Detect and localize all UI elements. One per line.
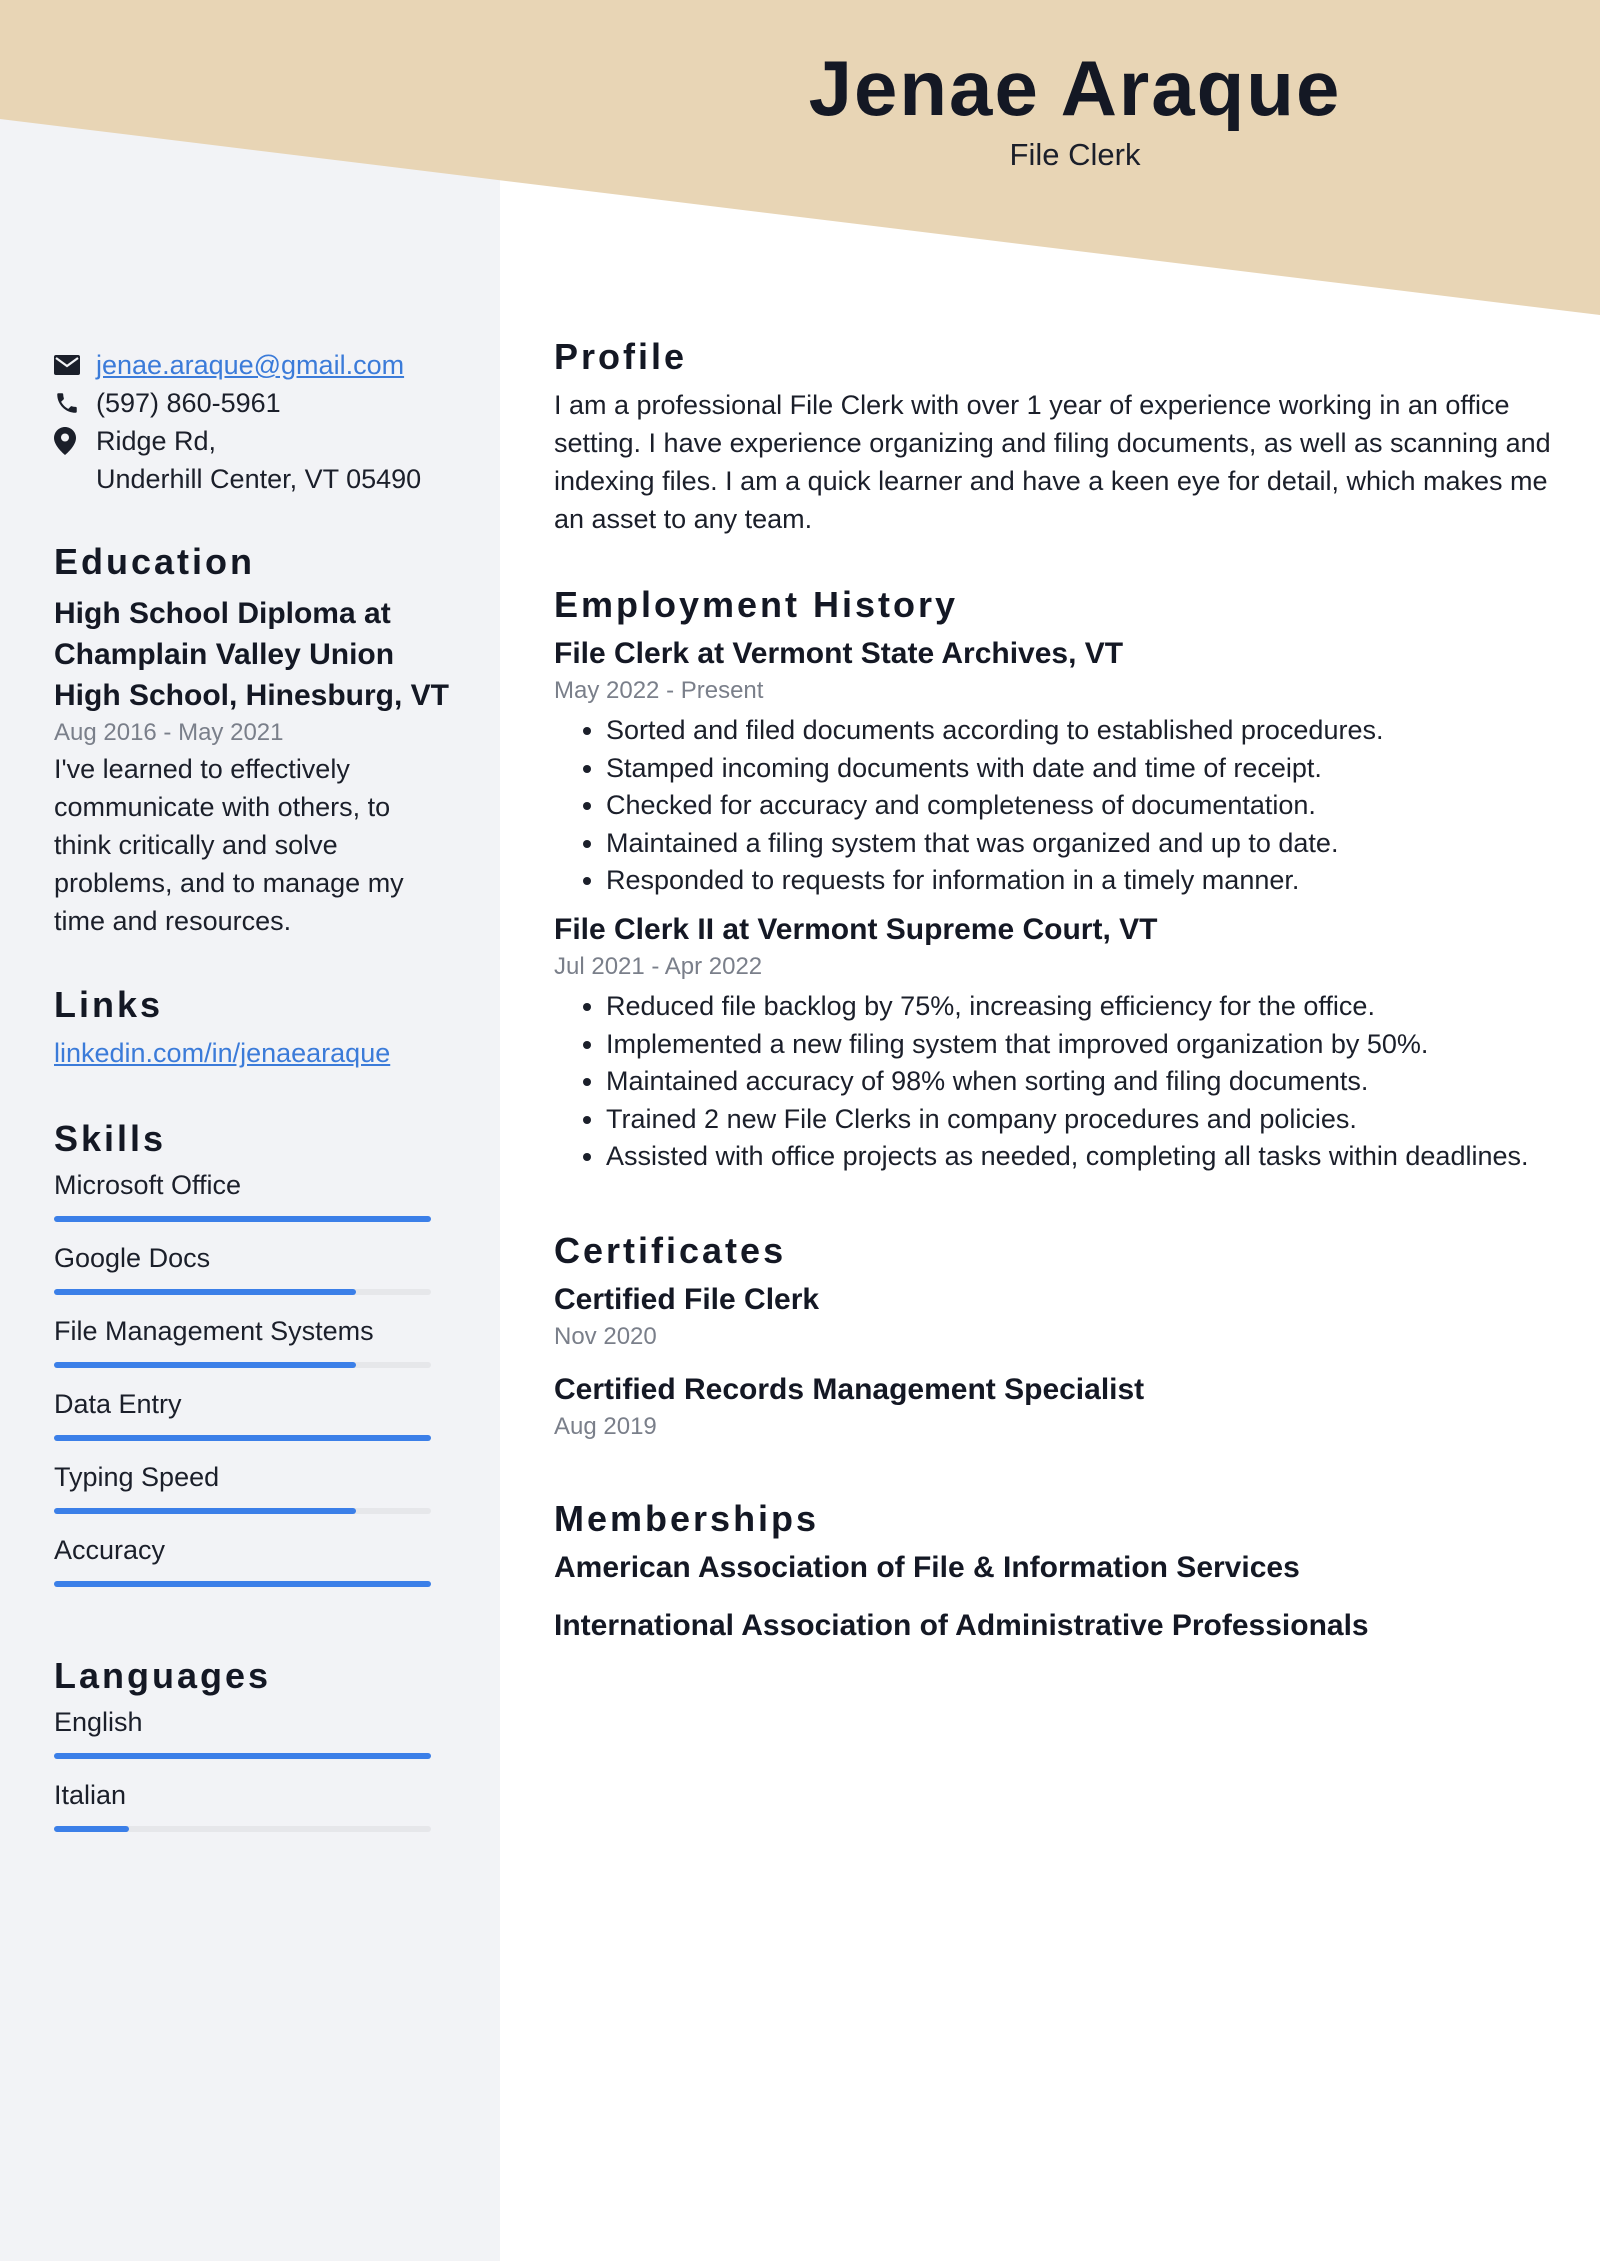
job-bullet: • Maintained a filing system that was organized and up to date. <box>606 825 1554 863</box>
language-item <box>54 1703 454 1759</box>
membership-item: American Association of File & Information Services <box>554 1550 1300 1584</box>
education-degree: High School Diploma at Champlain Valley Union High School, Hinesburg, VT <box>54 597 450 712</box>
contact-phone <box>54 384 454 422</box>
skill-label: File Management Systems <box>54 1316 374 1346</box>
skill-label: Accuracy <box>54 1535 166 1565</box>
memberships-heading: Memberships <box>554 1497 820 1539</box>
main-column <box>554 334 1554 1646</box>
language-item <box>54 1776 454 1832</box>
email-link[interactable]: jenae.araque@gmail.com <box>96 350 405 380</box>
skill-bar <box>54 1216 431 1222</box>
skill-bar-fill <box>54 1289 356 1295</box>
job-title: File Clerk at Vermont State Archives, VT <box>554 637 1124 670</box>
links-heading: Links <box>54 984 164 1025</box>
skill-bar <box>54 1435 431 1441</box>
job-entry <box>554 910 1554 1176</box>
links-section <box>54 982 454 1072</box>
skill-item <box>54 1531 454 1587</box>
job-bullets <box>554 712 1554 900</box>
skill-bar-fill <box>54 1362 356 1368</box>
contact-email <box>54 346 454 384</box>
certificate-date: Nov 2020 <box>554 1322 657 1350</box>
address-line-1: Ridge Rd, <box>96 426 217 456</box>
phone-number: (597) 860-5961 <box>96 388 281 418</box>
education-section <box>54 539 454 940</box>
job-title: File Clerk II at Vermont Supreme Court, VT <box>554 912 1158 946</box>
skill-bar-fill <box>54 1216 431 1222</box>
skill-bar <box>54 1289 431 1295</box>
membership-item: International Association of Administrative Professionals <box>554 1608 1369 1642</box>
envelope-icon <box>54 346 84 384</box>
skill-item <box>54 1458 454 1514</box>
phone-icon <box>54 384 84 422</box>
language-label: English <box>54 1707 143 1737</box>
contact-section <box>54 346 454 498</box>
skill-label: Google Docs <box>54 1243 211 1273</box>
profile-section <box>554 334 1554 538</box>
employment-section <box>554 582 1554 1176</box>
certificates-heading: Certificates <box>554 1229 787 1271</box>
job-bullet: • Reduced file backlog by 75%, increasing efficiency for the office. <box>606 988 1554 1026</box>
sidebar <box>54 346 454 1832</box>
job-bullet: • Responded to requests for information in a timely manner. <box>606 862 1554 900</box>
certificate-item <box>554 1280 1554 1354</box>
language-label: Italian <box>54 1780 127 1810</box>
employment-heading: Employment History <box>554 584 959 625</box>
job-bullet: • Implemented a new filing system that improved organization by 50%. <box>606 1026 1554 1064</box>
profile-text: I am a professional File Clerk with over 1 year of experience working in an office setting. I have experience organizing and filing documents, as well as scanning and indexing files. I am a quick learner and have a keen eye for detail, which makes me an asset to any team. <box>554 390 1551 534</box>
certificate-name: Certified File Clerk <box>554 1282 820 1316</box>
skill-bar <box>54 1362 431 1368</box>
education-description: I've learned to effectively communicate with others, to think critically and solve problems, and to manage my time and resources. <box>54 754 404 936</box>
skill-item <box>54 1385 454 1441</box>
skill-bar-fill <box>54 1581 431 1587</box>
skill-item <box>54 1239 454 1295</box>
job-bullets <box>554 988 1554 1176</box>
language-bar <box>54 1753 431 1759</box>
skill-item <box>54 1312 454 1368</box>
profile-heading: Profile <box>554 336 688 377</box>
job-dates: Jul 2021 - Apr 2022 <box>554 952 763 980</box>
skill-bar <box>54 1581 431 1587</box>
location-pin-icon <box>54 422 84 460</box>
job-bullet: • Sorted and filed documents according to established procedures. <box>606 712 1554 750</box>
address-line-2: Underhill Center, VT 05490 <box>96 464 422 494</box>
skills-list <box>54 1166 454 1587</box>
language-bar-fill <box>54 1753 431 1759</box>
skill-bar-fill <box>54 1435 431 1441</box>
skills-section <box>54 1116 454 1587</box>
job-bullet: • Trained 2 new File Clerks in company procedures and policies. <box>606 1101 1554 1139</box>
skill-label: Data Entry <box>54 1389 182 1419</box>
job-bullet: • Checked for accuracy and completeness of documentation. <box>606 787 1554 825</box>
contact-address <box>54 422 454 498</box>
certificates-section <box>554 1228 1554 1444</box>
linkedin-link[interactable]: linkedin.com/in/jenaearaque <box>54 1038 391 1068</box>
skill-label: Microsoft Office <box>54 1170 242 1200</box>
languages-section <box>54 1653 454 1832</box>
skill-item <box>54 1166 454 1222</box>
education-heading: Education <box>54 541 256 582</box>
language-bar-fill <box>54 1826 129 1832</box>
candidate-name: Jenae Araque <box>808 44 1342 132</box>
job-bullet: • Stamped incoming documents with date and time of receipt. <box>606 750 1554 788</box>
job-dates: May 2022 - Present <box>554 677 764 704</box>
language-bar <box>54 1826 431 1832</box>
skill-label: Typing Speed <box>54 1462 220 1492</box>
job-bullet: • Maintained accuracy of 98% when sorting and filing documents. <box>606 1063 1554 1101</box>
education-dates: Aug 2016 - May 2021 <box>54 719 284 746</box>
resume-header <box>500 40 1600 174</box>
skill-bar-fill <box>54 1508 356 1514</box>
memberships-section <box>554 1496 1554 1646</box>
job-entry <box>554 634 1554 900</box>
languages-heading: Languages <box>54 1655 272 1696</box>
job-bullet: • Assisted with office projects as needed, completing all tasks within deadlines. <box>606 1138 1554 1176</box>
certificate-name: Certified Records Management Specialist <box>554 1372 1145 1406</box>
candidate-title: File Clerk <box>1009 137 1141 172</box>
skill-bar <box>54 1508 431 1514</box>
certificate-item <box>554 1370 1554 1444</box>
certificate-date: Aug 2019 <box>554 1412 657 1440</box>
skills-heading: Skills <box>54 1118 167 1159</box>
